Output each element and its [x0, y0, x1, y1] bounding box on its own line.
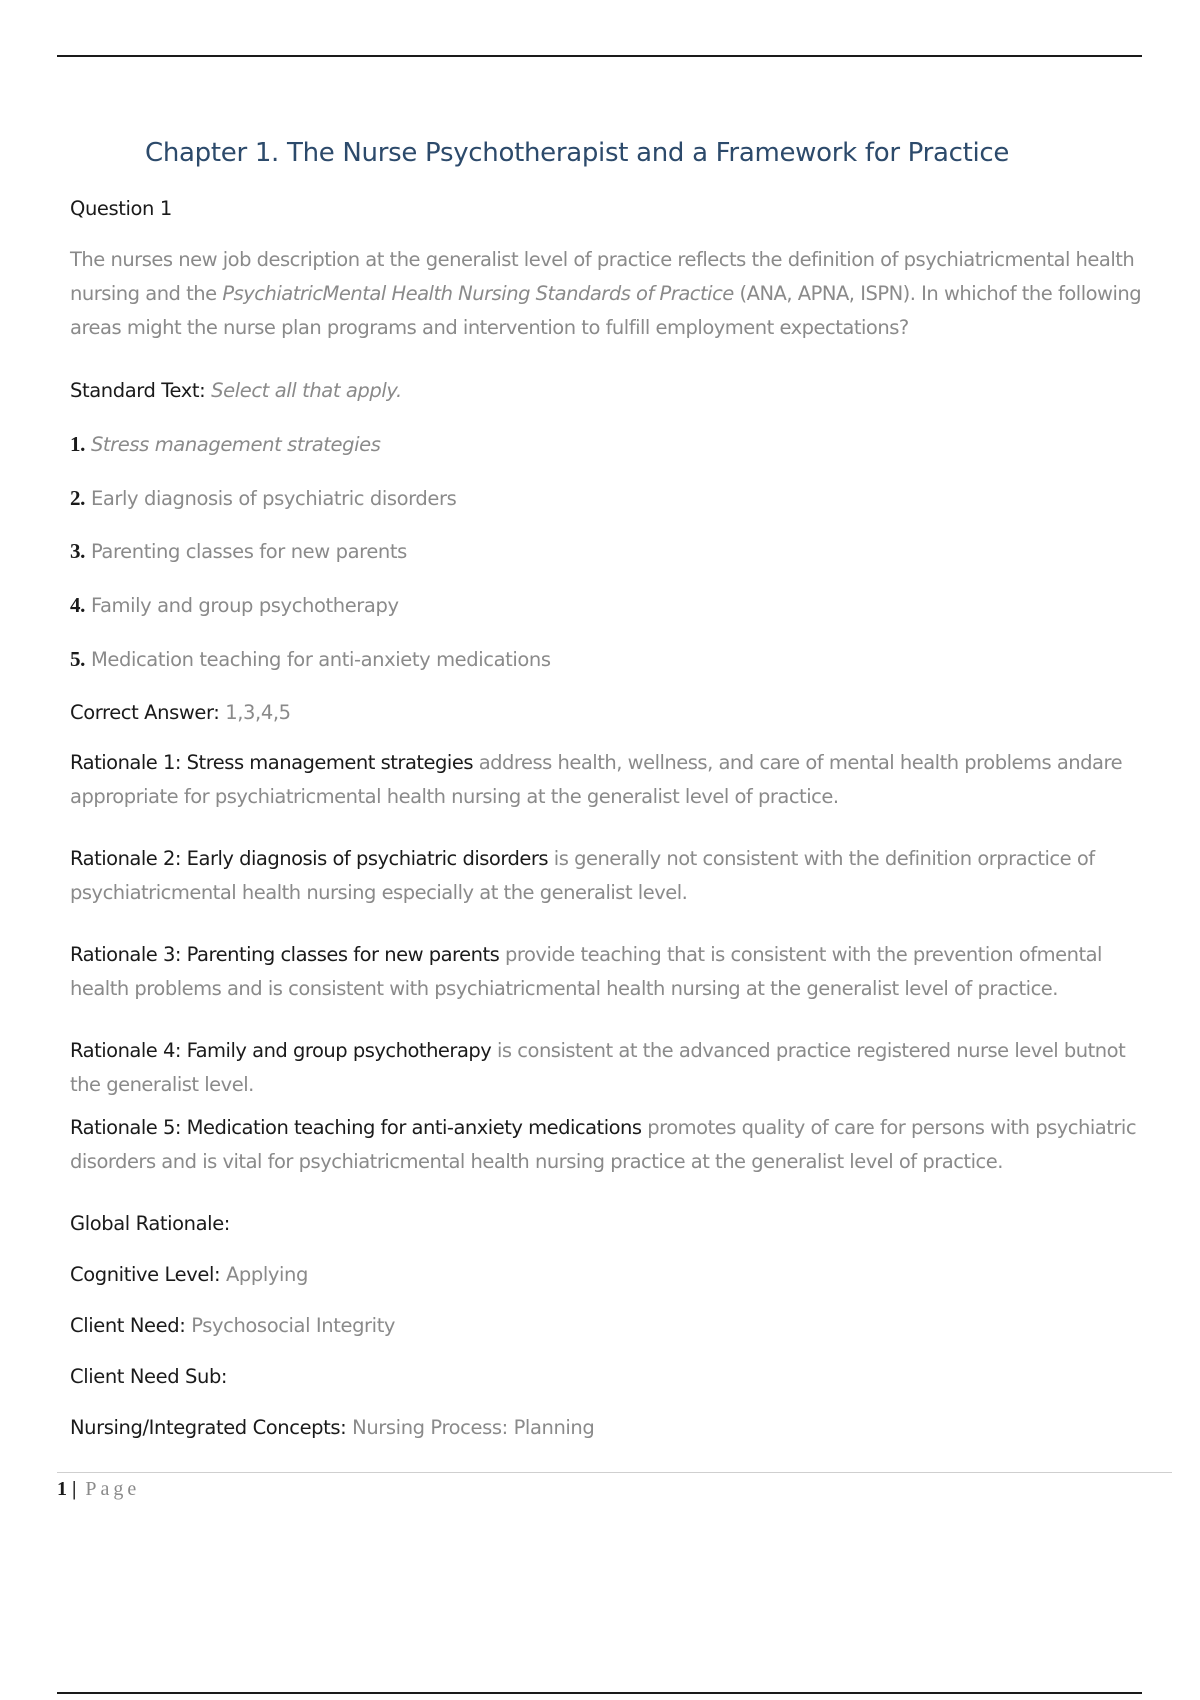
cognitive-level-value: Applying: [225, 1263, 308, 1286]
global-rationale: [70, 1212, 230, 1235]
question-label: Question 1: [70, 197, 172, 220]
rationale-topic: Stress management strategies: [186, 751, 473, 774]
option-text: Early diagnosis of psychiatric disorders: [90, 487, 457, 510]
standard-text-label: Standard Text:: [70, 379, 206, 402]
footer-rule: [57, 1472, 1172, 1473]
option-text: Medication teaching for anti-anxiety medications: [90, 648, 551, 671]
rationale-topic: Early diagnosis of psychiatric disorders: [186, 847, 549, 870]
chapter-title: Chapter 1. The Nurse Psychotherapist and a Framework for Practice: [145, 138, 1010, 168]
rationale-text: provide teaching that is consistent with the prevention ofmental health problems and is consistent with psychiatricmental health nursing at the generalist level of practice.: [70, 943, 1102, 1000]
option-item: [70, 593, 399, 618]
rationale-topic: Parenting classes for new parents: [186, 943, 500, 966]
option-item: [70, 647, 551, 672]
rationale-4: [70, 1034, 1145, 1102]
option-number: 5.: [70, 647, 85, 671]
option-item: [70, 486, 456, 511]
client-need-value: Psychosocial Integrity: [191, 1314, 396, 1337]
rationale-label: Rationale 5:: [70, 1116, 181, 1139]
client-need-sub: [70, 1365, 227, 1388]
correct-answer-value: 1,3,4,5: [225, 701, 291, 724]
client-need: [70, 1314, 395, 1337]
page-separator: |: [72, 1478, 77, 1500]
correct-answer: [70, 701, 291, 724]
nursing-concepts: [70, 1416, 594, 1439]
cognitive-level: [70, 1263, 308, 1286]
option-number: 4.: [70, 593, 85, 617]
nursing-concepts-label: Nursing/Integrated Concepts:: [70, 1416, 347, 1439]
rationale-label: Rationale 4:: [70, 1039, 181, 1062]
rationale-5: [70, 1111, 1145, 1179]
rationale-label: Rationale 1:: [70, 751, 181, 774]
rationale-text: address health, wellness, and care of mental health problems andare appropriate for psychiatricmental health nursing at the generalist level of practice.: [70, 751, 1123, 808]
nursing-concepts-value: Nursing Process: Planning: [352, 1416, 595, 1439]
rationale-text: promotes quality of care for persons with psychiatric disorders and is vital for psychiatricmental health nursing practice at the generalist level of practice.: [70, 1116, 1137, 1173]
question-text-part2: (ANA, APNA, ISPN). In whichof the following areas might the nurse plan programs and intervention to fulfill employment expectations?: [70, 282, 1142, 339]
question-text-italic: PsychiatricMental Health Nursing Standards of Practice: [222, 282, 734, 305]
option-number: 1.: [70, 432, 85, 456]
global-rationale-label: Global Rationale:: [70, 1212, 230, 1235]
standard-text: [70, 379, 402, 402]
option-text: Family and group psychotherapy: [90, 594, 399, 617]
correct-answer-label: Correct Answer:: [70, 701, 220, 724]
option-number: 2.: [70, 486, 85, 510]
question-text-part1: The nurses new job description at the generalist level of practice reflects the definition of psychiatricmental health nursing and the: [70, 248, 1135, 305]
option-item: [70, 539, 407, 564]
rationale-topic: Medication teaching for anti-anxiety medications: [186, 1116, 642, 1139]
rationale-topic: Family and group psychotherapy: [186, 1039, 492, 1062]
rationale-label: Rationale 3:: [70, 943, 181, 966]
client-need-sub-label: Client Need Sub:: [70, 1365, 228, 1388]
page-footer: [57, 1478, 140, 1501]
rationale-label: Rationale 2:: [70, 847, 181, 870]
rationale-2: [70, 842, 1145, 910]
client-need-label: Client Need:: [70, 1314, 186, 1337]
standard-text-value: Select all that apply.: [211, 379, 402, 402]
top-rule: [57, 55, 1142, 57]
option-number: 3.: [70, 539, 85, 563]
bottom-rule: [57, 1692, 1142, 1694]
question-text: [70, 243, 1145, 345]
rationale-text: is generally not consistent with the definition orpractice of psychiatricmental health nursing especially at the generalist level.: [70, 847, 1095, 904]
rationale-3: [70, 938, 1145, 1006]
option-text: Stress management strategies: [90, 433, 381, 456]
rationale-text: is consistent at the advanced practice registered nurse level butnot the generalist level.: [70, 1039, 1126, 1096]
page-word: Page: [85, 1478, 141, 1500]
option-item: [70, 432, 381, 457]
option-text: Parenting classes for new parents: [90, 540, 407, 563]
page-number: 1: [57, 1478, 67, 1500]
rationale-1: [70, 746, 1145, 814]
cognitive-level-label: Cognitive Level:: [70, 1263, 221, 1286]
